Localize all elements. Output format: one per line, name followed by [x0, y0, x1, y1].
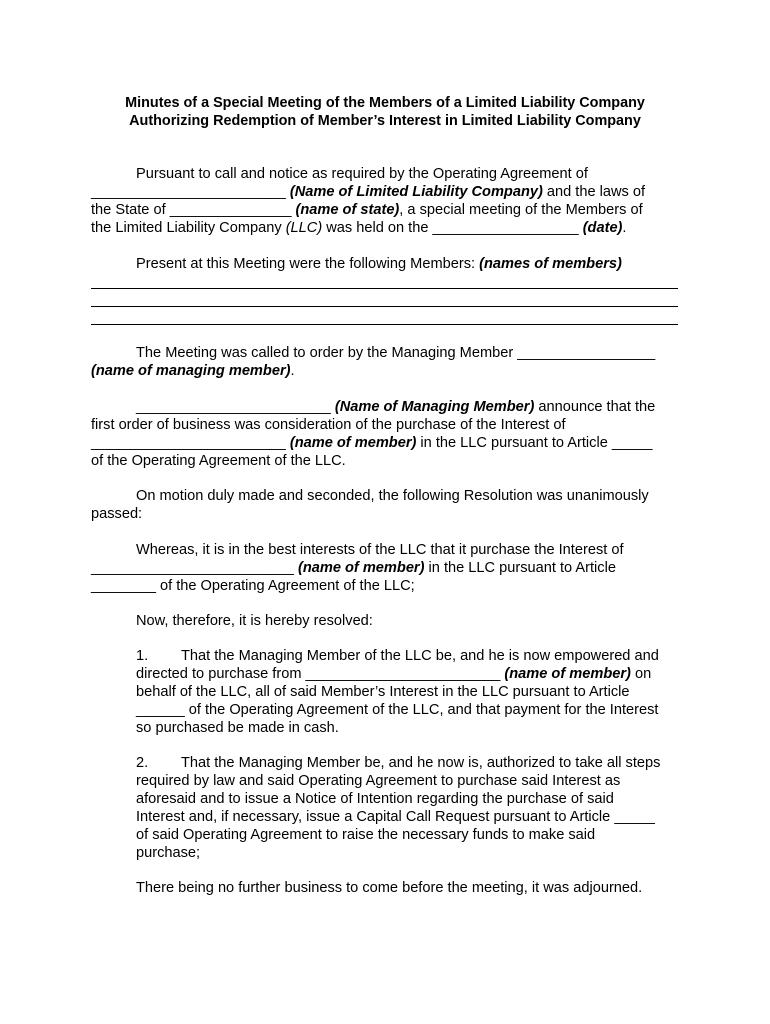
- text-fragment: announce that the: [534, 399, 656, 415]
- member-name-line-3: [91, 324, 678, 325]
- text-line: aforesaid and to issue a Notice of Intention regarding the purchase of said: [136, 791, 614, 807]
- text-line: first order of business was consideration of the purchase of the Interest of: [91, 417, 566, 433]
- paragraph-meeting-notice: [91, 165, 691, 237]
- text-line: [136, 754, 696, 772]
- document-title: [0, 94, 770, 130]
- text-fragment: That the Managing Member be, and he now is, authorized to take all steps: [181, 755, 661, 771]
- title-line-2: Authorizing Redemption of Member’s Interest in Limited Liability Company: [129, 113, 641, 129]
- text-line: Interest and, if necessary, issue a Capital Call Request pursuant to Article _____: [136, 809, 655, 825]
- paragraph-whereas: [91, 541, 691, 595]
- text-line: ________ of the Operating Agreement of the LLC;: [91, 578, 415, 594]
- paragraph-motion: [91, 487, 691, 523]
- paragraph-first-order: [91, 398, 691, 470]
- item-number: 2.: [136, 755, 149, 771]
- placeholder-member-name: (name of member): [504, 666, 631, 682]
- text-line: On motion duly made and seconded, the following Resolution was unanimously: [136, 488, 649, 504]
- text-line: behalf of the LLC, all of said Member’s Interest in the LLC pursuant to Article: [136, 684, 630, 700]
- placeholder-member-name: (name of member): [289, 435, 417, 451]
- text-fragment: in the LLC pursuant to Article _____: [416, 435, 653, 451]
- text-line: The Meeting was called to order by the Managing Member _________________: [136, 345, 656, 361]
- blank-field: _________________________: [91, 560, 298, 576]
- text-line: There being no further business to come before the meeting, it was adjourned.: [136, 880, 643, 896]
- text-line: Now, therefore, it is hereby resolved:: [136, 613, 373, 629]
- text-line: of the Operating Agreement of the LLC.: [91, 453, 346, 469]
- member-name-line-2: [91, 306, 678, 307]
- paragraph-call-to-order: [91, 344, 691, 380]
- item-number: 1.: [136, 648, 149, 664]
- placeholder-member-names: (names of members): [479, 256, 622, 272]
- text-fragment: the Limited Liability Company: [91, 220, 286, 236]
- text-fragment: on: [630, 666, 652, 682]
- text-fragment: in the LLC pursuant to Article: [424, 560, 616, 576]
- placeholder-managing-member: (name of managing member): [91, 363, 291, 379]
- abbrev-llc: (LLC): [285, 220, 323, 236]
- paragraph-adjourned: [91, 879, 691, 897]
- title-line-1: Minutes of a Special Meeting of the Members of a Limited Liability Company: [125, 95, 645, 111]
- text-line: [91, 434, 691, 452]
- text-line: [91, 201, 691, 219]
- placeholder-member-name: (name of member): [297, 560, 425, 576]
- text-fragment: , a special meeting of the Members of: [399, 202, 643, 218]
- text-line: Pursuant to call and notice as required by the Operating Agreement of: [136, 166, 588, 182]
- text-fragment: Present at this Meeting were the following Members:: [136, 256, 480, 272]
- text-fragment: .: [622, 220, 627, 236]
- text-fragment: directed to purchase from ________________________: [136, 666, 505, 682]
- text-line: [91, 398, 691, 416]
- text-line: [91, 559, 691, 577]
- resolution-item-2: [136, 754, 696, 862]
- placeholder-managing-member: (Name of Managing Member): [334, 399, 535, 415]
- blank-field: ________________________: [91, 435, 290, 451]
- resolution-item-1: [136, 647, 696, 737]
- placeholder-state: (name of state): [295, 202, 400, 218]
- text-fragment: the State of _______________: [91, 202, 296, 218]
- text-line: [91, 219, 691, 237]
- text-line: [91, 183, 691, 201]
- text-line: [91, 255, 691, 273]
- placeholder-date: (date): [582, 220, 623, 236]
- text-line: [91, 362, 691, 380]
- paragraph-resolved: [91, 612, 691, 630]
- text-line: [136, 665, 696, 683]
- text-line: required by law and said Operating Agreement to purchase said Interest as: [136, 773, 621, 789]
- text-line: Whereas, it is in the best interests of the LLC that it purchase the Interest of: [136, 542, 624, 558]
- text-line: ______ of the Operating Agreement of the LLC, and that payment for the Interest: [136, 702, 659, 718]
- text-line: of said Operating Agreement to raise the necessary funds to make said: [136, 827, 596, 843]
- text-fragment: was held on the __________________: [322, 220, 583, 236]
- member-name-line-1: [91, 288, 678, 289]
- text-line: passed:: [91, 506, 143, 522]
- text-line: purchase;: [136, 845, 201, 861]
- text-fragment: .: [290, 363, 295, 379]
- text-line: [136, 647, 696, 665]
- text-line: so purchased be made in cash.: [136, 720, 339, 736]
- text-fragment: and the laws of: [542, 184, 646, 200]
- blank-field: ________________________: [91, 184, 290, 200]
- paragraph-members-present: [91, 255, 691, 273]
- text-fragment: That the Managing Member of the LLC be, and he is now empowered and: [181, 648, 659, 664]
- placeholder-company-name: (Name of Limited Liability Company): [289, 184, 543, 200]
- blank-field: ________________________: [136, 399, 335, 415]
